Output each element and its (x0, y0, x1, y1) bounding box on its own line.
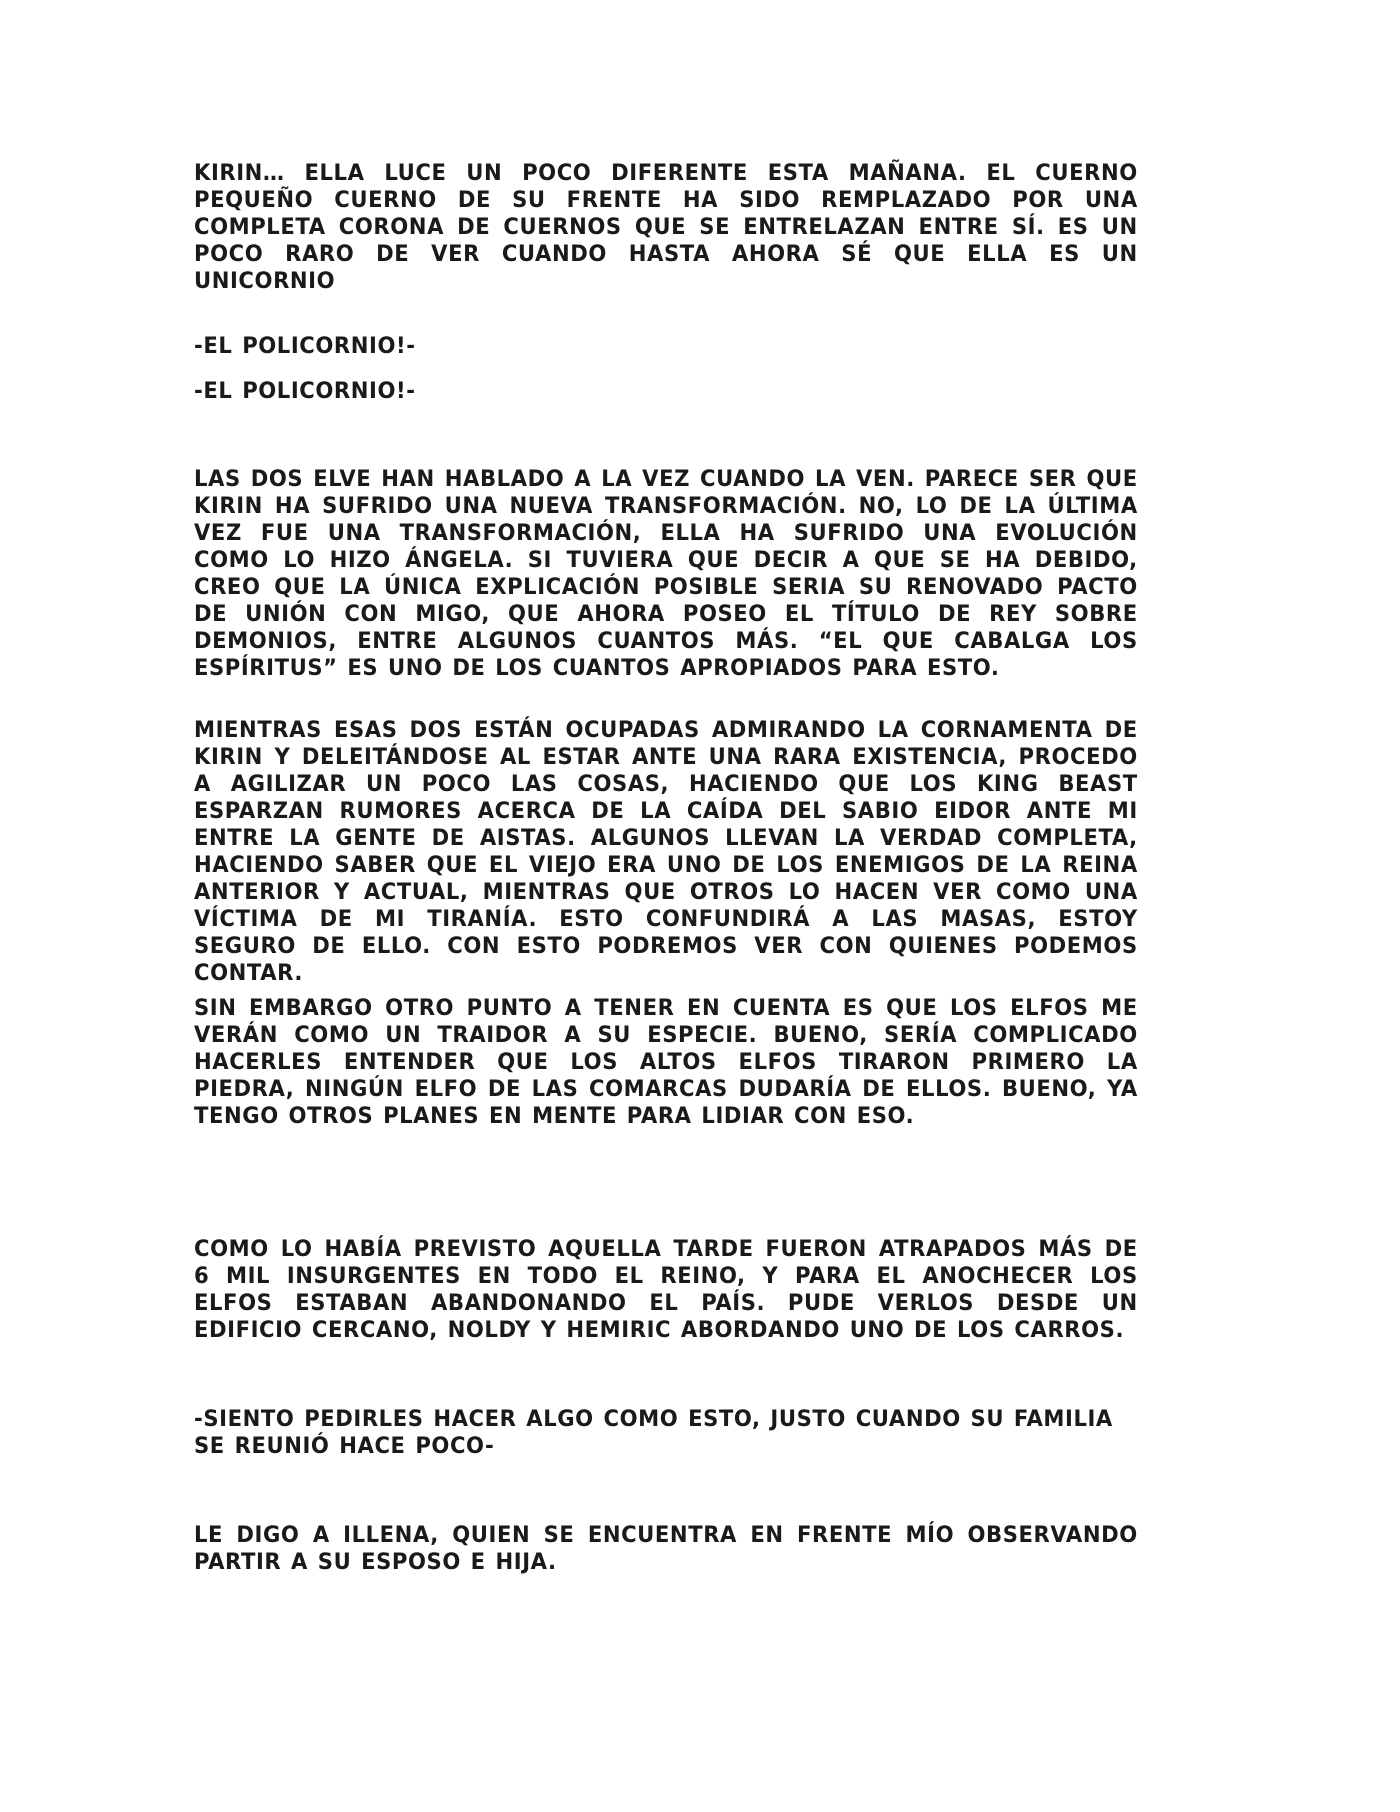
paragraph-evolution: LAS DOS ELVE HAN HABLADO A LA VEZ CUANDO LA VEN. PARECE SER QUE KIRIN HA SUFRIDO UNA NUEVA TRANSFORMACIÓN. NO, LO DE LA ÚLTIMA VEZ FUE UNA TRANSFORMACIÓN, ELLA HA SUFRIDO UNA EVOLUCIÓN COMO LO HIZO ÁNGELA. SI TUVIERA QUE DECIR A QUE SE HA DEBIDO, CREO QUE LA ÚNICA EXPLICACIÓN POSIBLE SERIA SU RENOVADO PACTO DE UNIÓN CON MIGO, QUE AHORA POSEO EL TÍTULO DE REY SOBRE DEMONIOS, ENTRE ALGUNOS CUANTOS MÁS. “EL QUE CABALGA LOS ESPÍRITUS” ES UNO DE LOS CUANTOS APROPIADOS PARA ESTO. (194, 466, 1138, 681)
paragraph-insurgents: COMO LO HABÍA PREVISTO AQUELLA TARDE FUERON ATRAPADOS MÁS DE 6 MIL INSURGENTES EN TODO EL REINO, Y PARA EL ANOCHECER LOS ELFOS ESTABAN ABANDONANDO EL PAÍS. PUDE VERLOS DESDE UN EDIFICIO CERCANO, NOLDY Y HEMIRIC ABORDANDO UNO DE LOS CARROS. (194, 1236, 1138, 1343)
paragraph-kirin-horns: KIRIN… ELLA LUCE UN POCO DIFERENTE ESTA MAÑANA. EL CUERNO PEQUEÑO CUERNO DE SU FRENTE HA SIDO REMPLAZADO POR UNA COMPLETA CORONA DE CUERNOS QUE SE ENTRELAZAN ENTRE SÍ. ES UN POCO RARO DE VER CUANDO HASTA AHORA SÉ QUE ELLA ES UN UNICORNIO (194, 160, 1138, 294)
paragraph-illena: LE DIGO A ILLENA, QUIEN SE ENCUENTRA EN FRENTE MÍO OBSERVANDO PARTIR A SU ESPOSO E HIJA. (194, 1522, 1138, 1575)
paragraph-elves-traitor: SIN EMBARGO OTRO PUNTO A TENER EN CUENTA ES QUE LOS ELFOS ME VERÁN COMO UN TRAIDOR A SU ESPECIE. BUENO, SERÍA COMPLICADO HACERLES ENTENDER QUE LOS ALTOS ELFOS TIRARON PRIMERO LA PIEDRA, NINGÚN ELFO DE LAS COMARCAS DUDARÍA DE ELLOS. BUENO, YA TENGO OTROS PLANES EN MENTE PARA LIDIAR CON ESO. (194, 995, 1138, 1129)
dialogue-policornio-2: -EL POLICORNIO!- (194, 378, 416, 404)
dialogue-policornio-1: -EL POLICORNIO!- (194, 333, 416, 359)
paragraph-rumors: MIENTRAS ESAS DOS ESTÁN OCUPADAS ADMIRANDO LA CORNAMENTA DE KIRIN Y DELEITÁNDOSE AL ESTAR ANTE UNA RARA EXISTENCIA, PROCEDO A AGILIZAR UN POCO LAS COSAS, HACIENDO QUE LOS KING BEAST ESPARZAN RUMORES ACERCA DE LA CAÍDA DEL SABIO EIDOR ANTE MI ENTRE LA GENTE DE AISTAS. ALGUNOS LLEVAN LA VERDAD COMPLETA, HACIENDO SABER QUE EL VIEJO ERA UNO DE LOS ENEMIGOS DE LA REINA ANTERIOR Y ACTUAL, MIENTRAS QUE OTROS LO HACEN VER COMO UNA VÍCTIMA DE MI TIRANÍA. ESTO CONFUNDIRÁ A LAS MASAS, ESTOY SEGURO DE ELLO. CON ESTO PODREMOS VER CON QUIENES PODEMOS CONTAR. (194, 717, 1138, 986)
dialogue-apology: -SIENTO PEDIRLES HACER ALGO COMO ESTO, JUSTO CUANDO SU FAMILIA SE REUNIÓ HACE POCO- (194, 1406, 1113, 1459)
